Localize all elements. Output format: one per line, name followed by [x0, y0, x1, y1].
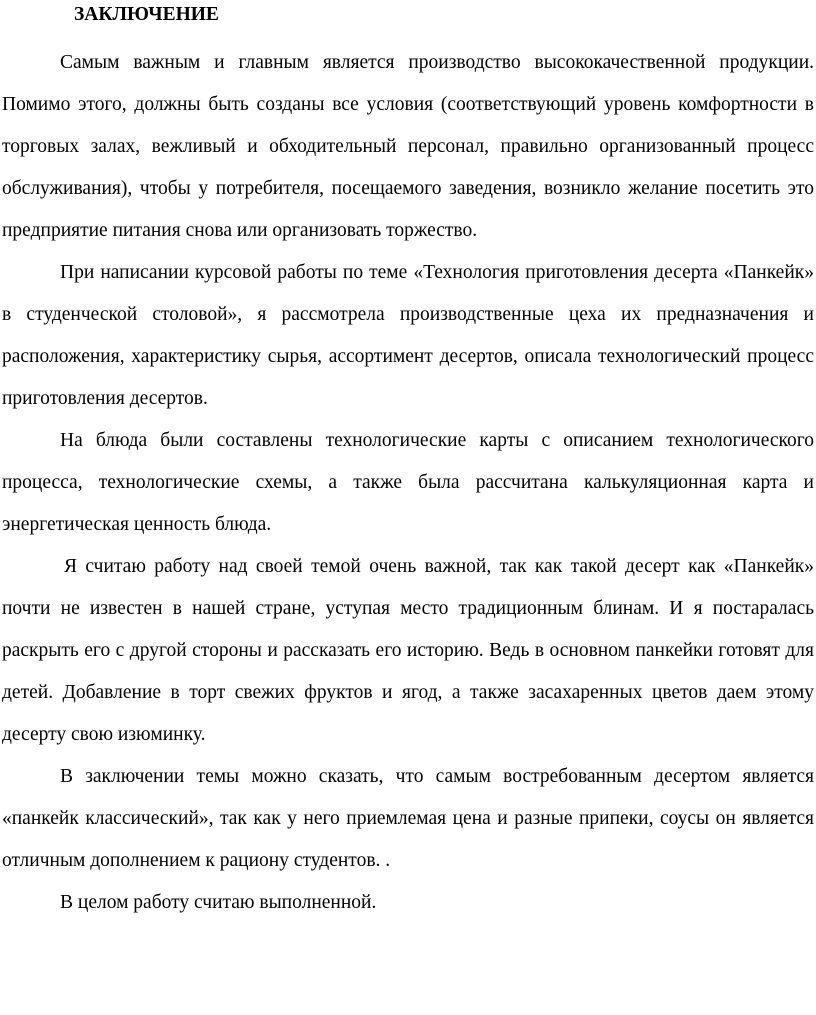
paragraph-conclusion: В заключении темы можно сказать, что самым востребованным десертом является «панкейк классический», так как у него приемлемая цена и разные припеки, соусы он является отличным дополнением к рациону студентов. . — [2, 766, 814, 871]
paragraph-quality: Самым важным и главным является производство высококачественной продукции. Помимо этого, должны быть созданы все условия (соответствующий уровень комфортности в торговых залах, вежливый и обходительный персонал, правильно организованный процесс обслуживания), чтобы у потребителя, посещаемого заведения, возникло желание посетить это предприятие питания снова или организовать торжество. — [2, 52, 814, 241]
paragraph-coursework: При написании курсовой работы по теме «Технология приготовления десерта «Панкейк» в студенческой столовой», я рассмотрела производственные цеха их предназначения и расположения, характеристику сырья, ассортимент десертов, описала технологический процесс приготовления десертов. — [2, 262, 814, 409]
paragraph-completed: В целом работу считаю выполненной. — [60, 892, 377, 913]
document-title: ЗАКЛЮЧЕНИЕ — [74, 4, 219, 25]
paragraph-tech-cards: На блюда были составлены технологические карты с описанием технологического процесса, технологические схемы, а также была рассчитана калькуляционная карта и энергетическая ценность блюда. — [2, 430, 814, 535]
paragraph-importance: Я считаю работу над своей темой очень важной, так как такой десерт как «Панкейк» почти не известен в нашей стране, уступая место традиционным блинам. И я постаралась раскрыть его с другой стороны и рассказать его историю. Ведь в основном панкейки готовят для детей. Добавление в торт свежих фруктов и ягод, а также засахаренных цветов даем этому десерту свою изюминку. — [2, 556, 814, 745]
